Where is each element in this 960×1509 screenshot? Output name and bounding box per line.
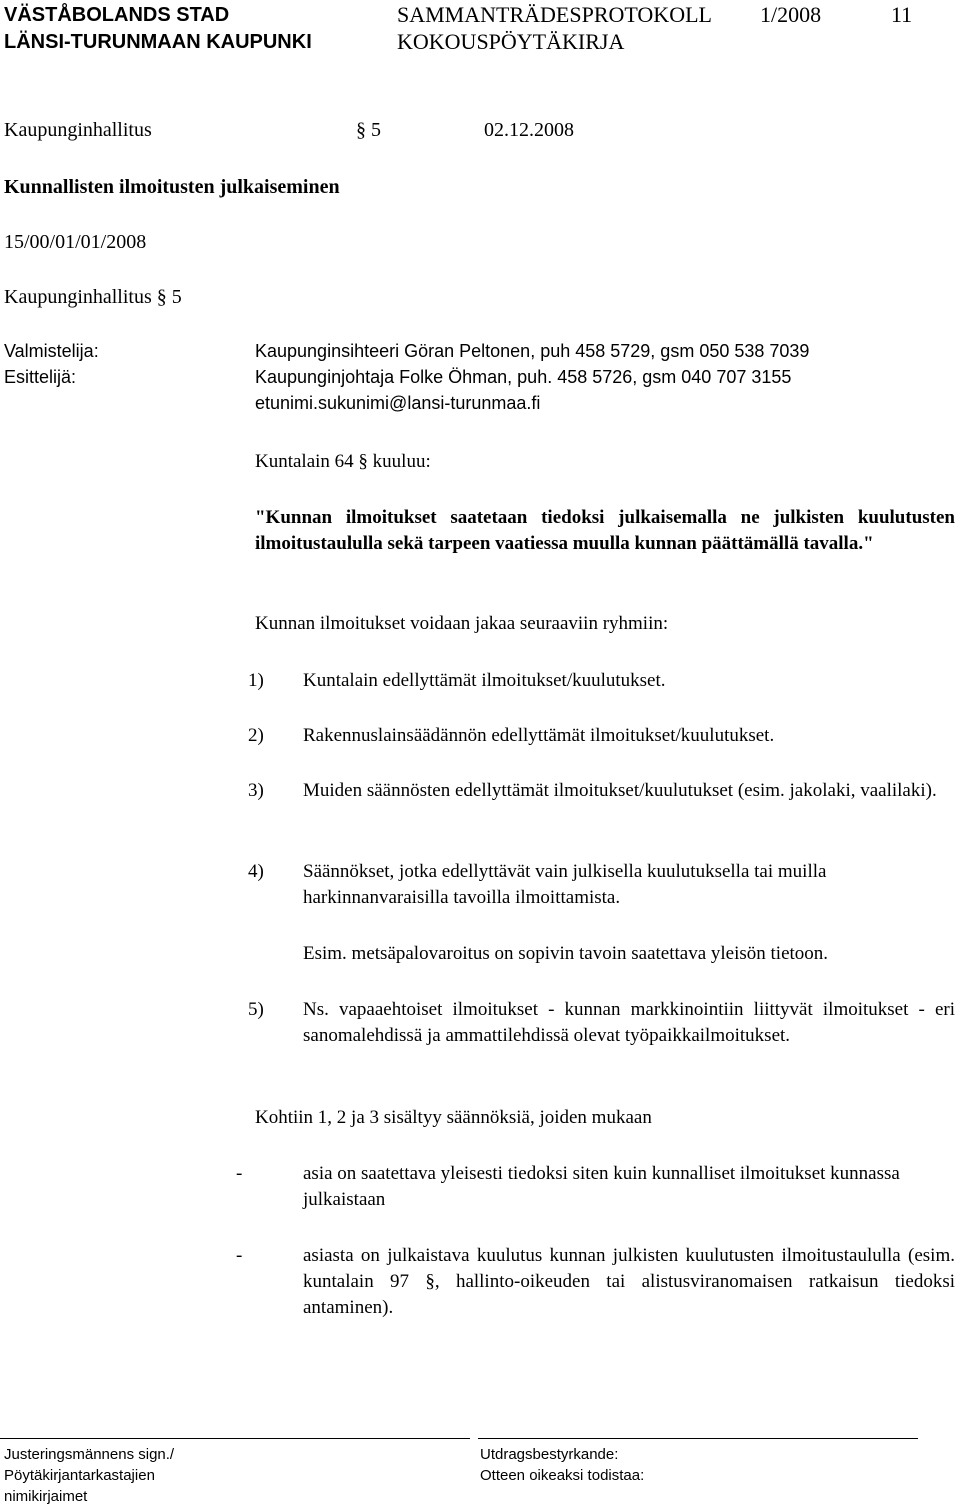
rule-item: asiasta on julkaistava kuulutus kunnan julkisten kuulutusten ilmoitustaululla (esim. kuntalain 97 §, hallinto-oikeuden tai alistusviranomaisen ratkaisun tiedoksi antaminen). [303, 1245, 955, 1318]
presenter-email: etunimi.sukunimi@lansi-turunmaa.fi [255, 393, 541, 413]
page-title: Kunnallisten ilmoitusten julkaiseminen [4, 176, 340, 198]
group-number: 2) [248, 725, 264, 746]
org-name-finnish: LÄNSI-TURUNMAAN KAUPUNKI [4, 31, 312, 53]
rule-item: asia on saatettava yleisesti tiedoksi siten kuin kunnalliset ilmoitukset kunnassa julkaistaan [303, 1163, 900, 1210]
doc-type-swedish: SAMMANTRÄDESPROTOKOLL [397, 2, 712, 27]
footer-signatures-label: Justeringsmännens sign./ [4, 1446, 175, 1463]
footer-signatures-label: nimikirjaimet [4, 1488, 88, 1505]
rule-dash: - [236, 1245, 243, 1266]
group-number: 5) [248, 999, 264, 1020]
footer-signatures-label: Pöytäkirjantarkastajien [4, 1467, 155, 1484]
preparer-label: Valmistelija: [4, 341, 99, 361]
meeting-body: Kaupunginhallitus [4, 119, 152, 141]
body-reference: Kaupunginhallitus § 5 [4, 286, 182, 308]
group-item: Ns. vapaaehtoiset ilmoitukset - kunnan markkinointiin liittyvät ilmoitukset - eri sanomalehdissä ja ammattilehdissä olevat työpaikkailmoitukset. [303, 999, 955, 1046]
reference-number: 15/00/01/01/2008 [4, 231, 147, 253]
group-item: Säännökset, jotka edellyttävät vain julkisella kuulutuksella tai muilla harkinnanvaraisilla tavoilla ilmoittamista. [303, 861, 827, 908]
group-number: 1) [248, 670, 264, 691]
meeting-section: § 5 [356, 119, 381, 141]
presenter-value: Kaupunginjohtaja Folke Öhman, puh. 458 5726, gsm 040 707 3155 [255, 367, 792, 387]
page-number: 11 [891, 2, 913, 27]
footer-certification-label: Utdragsbestyrkande: [480, 1446, 619, 1463]
group-number: 4) [248, 861, 264, 882]
footer-rule-left [0, 1438, 470, 1439]
doc-type-finnish: KOKOUSPÖYTÄKIRJA [397, 29, 625, 54]
groups-intro: Kunnan ilmoitukset voidaan jakaa seuraaviin ryhmiin: [255, 613, 669, 634]
rule-dash: - [236, 1163, 243, 1184]
group-number: 3) [248, 780, 264, 801]
law-quote: "Kunnan ilmoitukset saatetaan tiedoksi julkaisemalla ne julkisten kuulutusten ilmoitustaululla sekä tarpeen vaatiessa muulla kunnan päättämällä tavalla." [255, 507, 955, 554]
group-example: Esim. metsäpalovaroitus on sopivin tavoin saatettava yleisön tietoon. [303, 943, 829, 964]
presenter-label: Esittelijä: [4, 367, 77, 387]
group-item: Kuntalain edellyttämät ilmoitukset/kuulutukset. [303, 670, 666, 691]
footer-rule-right [478, 1438, 918, 1439]
meeting-date: 02.12.2008 [484, 119, 574, 141]
preparer-value: Kaupunginsihteeri Göran Peltonen, puh 458 5729, gsm 050 538 7039 [255, 341, 810, 361]
group-item: Rakennuslainsäädännön edellyttämät ilmoitukset/kuulutukset. [303, 725, 775, 746]
issue-number: 1/2008 [760, 2, 822, 27]
group-item: Muiden säännösten edellyttämät ilmoitukset/kuulutukset (esim. jakolaki, vaalilaki). [303, 780, 937, 801]
rules-intro: Kohtiin 1, 2 ja 3 sisältyy säännöksiä, joiden mukaan [255, 1107, 652, 1128]
footer-certification-label: Otteen oikeaksi todistaa: [480, 1467, 645, 1484]
org-name-swedish: VÄSTÅBOLANDS STAD [4, 4, 230, 26]
law-reference: Kuntalain 64 § kuuluu: [255, 451, 431, 472]
